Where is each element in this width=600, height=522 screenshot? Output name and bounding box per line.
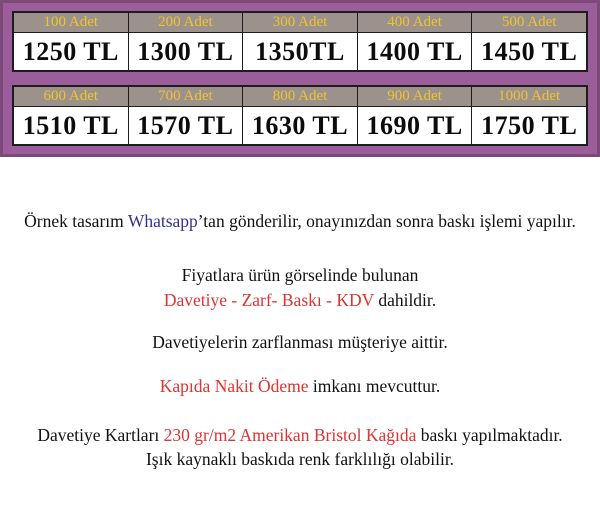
price-cell: 1400 TL: [358, 33, 472, 70]
qty-header: 800 Adet: [243, 87, 357, 106]
note-text: dahildir.: [373, 290, 437, 310]
note-paper-type: [0, 423, 600, 447]
price-cell: 1300 TL: [129, 33, 243, 70]
pricing-panel: [0, 0, 600, 157]
price-cell: 1510 TL: [14, 107, 128, 144]
price-cell: 1250 TL: [14, 33, 128, 70]
qty-header: 1000 Adet: [472, 87, 586, 106]
qty-header: 900 Adet: [358, 87, 472, 106]
qty-header: 600 Adet: [14, 87, 128, 106]
qty-header: 500 Adet: [472, 13, 586, 32]
note-text: ’tan gönderilir, onayınızdan sonra baskı işlemi yapılır.: [197, 211, 576, 231]
whatsapp-text: Whatsapp: [127, 211, 198, 231]
note-sample-design: [0, 209, 600, 233]
price-cell: 1570 TL: [129, 107, 243, 144]
note-price-includes: [0, 288, 600, 312]
qty-header: 200 Adet: [129, 13, 243, 32]
price-cell: 1630 TL: [243, 107, 357, 144]
cash-on-delivery-text: Kapıda Nakit Ödeme: [159, 376, 309, 396]
note-cash-on-delivery: [0, 374, 600, 398]
qty-header: 300 Adet: [243, 13, 357, 32]
note-text: Davetiye Kartları: [37, 425, 164, 445]
notes-section: [0, 157, 600, 471]
note-text: baskı yapılmaktadır.: [416, 425, 563, 445]
qty-header: 700 Adet: [129, 87, 243, 106]
included-items-text: Davetiye - Zarf- Baskı - KDV: [163, 290, 374, 310]
qty-header: 100 Adet: [14, 13, 128, 32]
paper-spec-text: 230 gr/m2 Amerikan Bristol Kağıda: [163, 425, 417, 445]
price-cell: 1750 TL: [472, 107, 586, 144]
price-cell: 1690 TL: [358, 107, 472, 144]
qty-header: 400 Adet: [358, 13, 472, 32]
note-text: imkanı mevcuttur.: [308, 376, 441, 396]
price-cell: 1350TL: [243, 33, 357, 70]
note-envelope: Davetiyelerin zarflanması müşteriye aittir.: [152, 332, 448, 352]
price-cell: 1450 TL: [472, 33, 586, 70]
note-text: Örnek tasarım: [24, 211, 128, 231]
price-table-600-1000: [12, 85, 588, 146]
price-table-100-500: [12, 11, 588, 72]
note-price-includes-intro: Fiyatlara ürün görselinde bulunan: [181, 265, 419, 285]
note-color-difference: Işık kaynaklı baskıda renk farklılığı olabilir.: [145, 449, 455, 469]
